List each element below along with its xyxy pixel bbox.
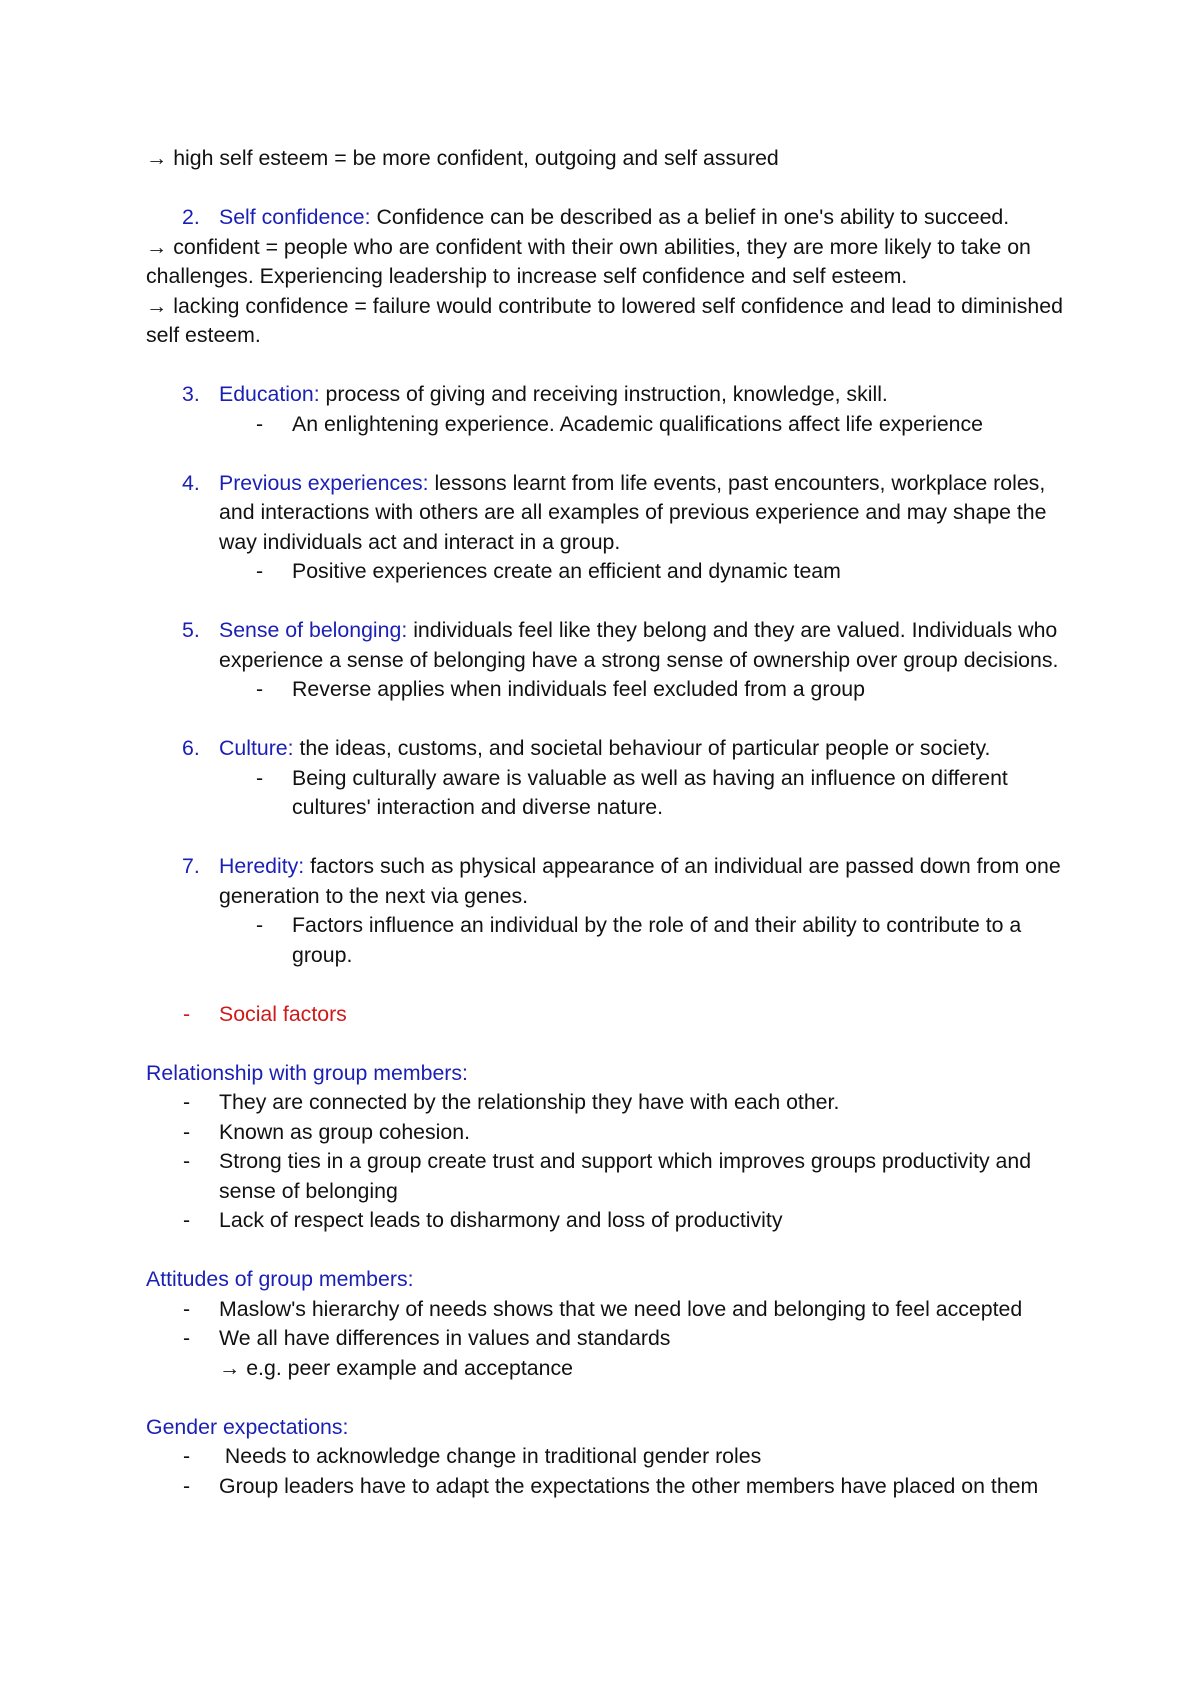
bullet-item	[146, 1118, 1066, 1148]
item-number: 7.	[182, 854, 200, 878]
item-text: Confidence can be described as a belief in one's ability to succeed.	[370, 205, 1010, 229]
dash-marker: -	[183, 1208, 191, 1232]
item-number: 6.	[182, 736, 200, 760]
section-heading-social-factors	[146, 1000, 1066, 1030]
bullet-text: Needs to acknowledge change in traditional gender roles	[219, 1444, 762, 1468]
bullet-item	[146, 1472, 1066, 1502]
dash-marker: -	[183, 1473, 191, 1498]
bullet-item	[146, 1147, 1066, 1206]
item-number: 4.	[182, 470, 200, 495]
dash-marker: -	[183, 1119, 191, 1144]
bullet-item	[146, 1088, 1066, 1118]
intro-line: → high self esteem = be more confident, outgoing and self assured	[146, 146, 779, 170]
dash-marker: -	[183, 1296, 191, 1321]
dash-marker: -	[183, 1149, 191, 1173]
item-text: factors such as physical appearance of an individual are passed down from one generation to the next via genes.	[219, 854, 1061, 908]
bullet-text: They are connected by the relationship they have with each other.	[219, 1090, 840, 1114]
list-item-heredity	[146, 852, 1066, 911]
confident-line: → confident = people who are confident with their own abilities, they are more likely to take on challenges. Experiencing leadership to increase self confidence and self esteem.	[146, 234, 1031, 288]
item-text: lessons learnt from life events, past encounters, workplace roles, and interactions with others are all examples of previous experience and may shape the way individuals act and interact in a group.	[219, 470, 1047, 554]
item-number: 3.	[182, 382, 200, 406]
bullet-text: Group leaders have to adapt the expectations the other members have placed on them	[219, 1473, 1039, 1498]
dash-marker: -	[183, 1001, 191, 1026]
document-content	[146, 144, 1066, 1501]
list-item-sense-of-belonging	[146, 616, 1066, 675]
bullet-text: We all have differences in values and standards	[219, 1326, 671, 1350]
dash-marker: -	[183, 1444, 191, 1468]
list-item-culture	[146, 734, 1066, 764]
item-text: the ideas, customs, and societal behaviour of particular people or society.	[293, 736, 991, 760]
item-term: Self confidence:	[219, 205, 371, 229]
arrow-note-text: → e.g. peer example and acceptance	[219, 1355, 573, 1380]
relationship-heading: Relationship with group members:	[146, 1060, 468, 1085]
list-item-previous-experiences	[146, 469, 1066, 558]
dash-marker: -	[256, 677, 264, 701]
dash-marker: -	[256, 765, 264, 790]
sub-bullet	[146, 675, 1066, 705]
bullet-text: Strong ties in a group create trust and support which improves groups productivity and sense of belonging	[219, 1149, 1032, 1203]
dash-marker: -	[183, 1090, 191, 1114]
bullet-text: Maslow's hierarchy of needs shows that we need love and belonging to feel accepted	[219, 1296, 1023, 1321]
dash-marker: -	[256, 913, 264, 937]
item-term: Culture:	[219, 736, 294, 760]
sub-bullet	[146, 410, 1066, 440]
item-number: 2.	[182, 205, 200, 229]
arrow-note	[146, 1354, 1066, 1384]
sub-bullet-text: An enlightening experience. Academic qualifications affect life experience	[292, 411, 984, 436]
item-term: Heredity:	[219, 854, 305, 878]
bullet-item	[146, 1295, 1066, 1325]
lacking-confidence-line: → lacking confidence = failure would contribute to lowered self confidence and lead to diminished self esteem.	[146, 293, 1063, 347]
sub-bullet-text: Reverse applies when individuals feel excluded from a group	[292, 677, 865, 701]
bullet-text: Known as group cohesion.	[219, 1119, 470, 1144]
bullet-item	[146, 1206, 1066, 1236]
social-factors-label: Social factors	[219, 1001, 347, 1026]
bullet-item	[146, 1324, 1066, 1354]
bullet-text: Lack of respect leads to disharmony and loss of productivity	[219, 1208, 783, 1232]
item-term: Sense of belonging:	[219, 618, 408, 642]
dash-marker: -	[256, 559, 264, 583]
item-text: individuals feel like they belong and they are valued. Individuals who experience a sense of belonging have a strong sense of ownership over group decisions.	[219, 618, 1059, 672]
item-text: process of giving and receiving instruction, knowledge, skill.	[319, 382, 888, 406]
sub-bullet	[146, 557, 1066, 587]
item-number: 5.	[182, 618, 200, 642]
sub-bullet	[146, 911, 1066, 970]
item-term: Education:	[219, 382, 320, 406]
item-term: Previous experiences:	[219, 470, 429, 495]
sub-bullet-text: Positive experiences create an efficient and dynamic team	[292, 559, 841, 583]
sub-bullet-text: Being culturally aware is valuable as well as having an influence on different cultures' interaction and diverse nature.	[292, 765, 1008, 819]
dash-marker: -	[183, 1326, 191, 1350]
sub-bullet-text: Factors influence an individual by the role of and their ability to contribute to a group.	[292, 913, 1022, 967]
sub-bullet	[146, 764, 1066, 823]
list-item-self-confidence	[146, 203, 1066, 233]
list-item-education	[146, 380, 1066, 410]
gender-heading: Gender expectations:	[146, 1414, 349, 1439]
bullet-item	[146, 1442, 1066, 1472]
dash-marker: -	[256, 411, 264, 436]
attitudes-heading: Attitudes of group members:	[146, 1267, 414, 1291]
